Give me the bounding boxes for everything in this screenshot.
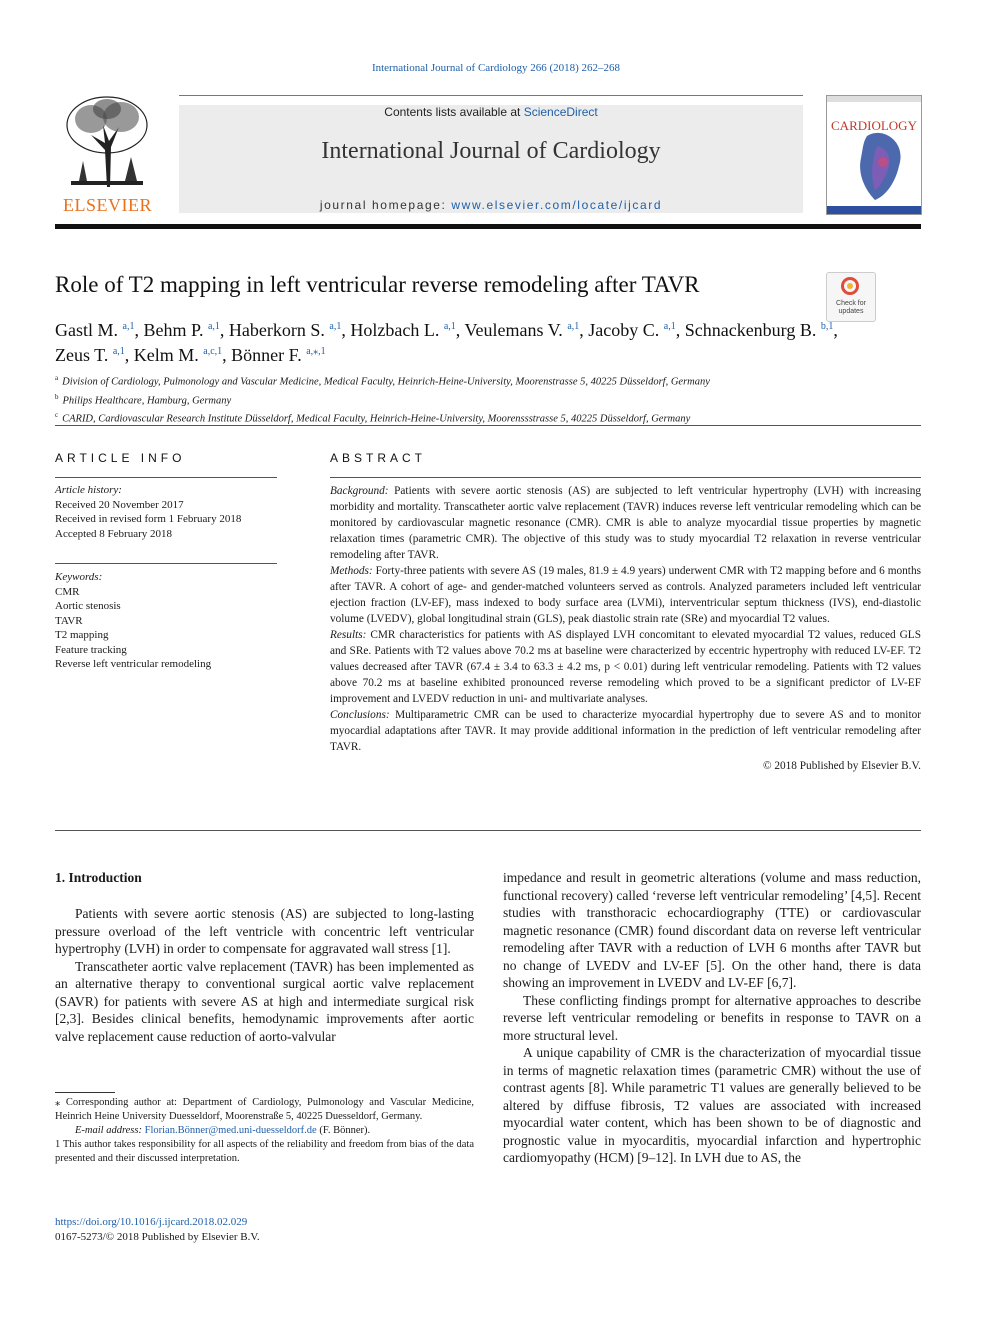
article-info-heading: ARTICLE INFO (55, 451, 186, 465)
affiliation-list (55, 371, 921, 427)
body-paragraph: Patients with severe aortic stenosis (AS) are subjected to long-lasting pressure overload of the left ventricle with concentric left ventricular hypertrophy (LVH) in order to compensate for aggravated wall stress [1]. (55, 906, 474, 956)
author-list (55, 316, 921, 366)
corresponding-author-note: ⁎ Corresponding author at: Department of Cardiology, Pulmonology and Vascular Medicine, Heinrich Heine University Duesseldorf, Moorenstraße 5, 40225 Duesseldorf, Germany. (55, 1097, 474, 1122)
elsevier-tree-icon (61, 95, 153, 191)
author-affiliation-marker[interactable]: b,1 (820, 321, 834, 332)
conclusions-text: Multiparametric CMR can be used to characterize myocardial hypertrophy due to severe AS and to monitor myocardial adaptations after TAVR. It may provide additional information in the prediction of left ventricular remodeling after TAVR. (330, 709, 921, 753)
keyword-item: TAVR (55, 614, 83, 627)
methods-label: Methods: (330, 565, 373, 577)
abstract-heading: ABSTRACT (330, 451, 427, 465)
issn-line: 0167-5273/© 2018 Published by Elsevier B.V. (55, 1231, 260, 1243)
email-suffix: (F. Bönner). (316, 1125, 371, 1136)
affiliation-divider (55, 425, 921, 426)
affiliation-key: c (55, 411, 59, 419)
contents-prefix: Contents lists available at (384, 105, 524, 119)
affiliation-text: Philips Healthcare, Hamburg, Germany (62, 395, 232, 406)
body-paragraph: A unique capability of CMR is the characterization of myocardial tissue in terms of magnetic relaxation times (parametric CMR) without the use of contrast agents [8]. While parametric T1 values are generally believed to be altered by diffuse fibrosis, T2 values are associated with increased myocardial water content, which has been shown to be of diagnostic and prognostic value in myocarditis, myocardial infarction and hypertrophic cardiomyopathy (HCM) [9–12]. In LVH due to AS, the (503, 1045, 921, 1165)
elsevier-logo (55, 95, 160, 215)
author-name[interactable]: Zeus T. (55, 345, 109, 365)
author-affiliation-marker[interactable]: a,1 (443, 321, 456, 332)
affiliation-item (55, 371, 921, 390)
author-separator: , (341, 320, 351, 340)
author-separator: , (219, 320, 229, 340)
author-name[interactable]: Kelm M. (133, 345, 199, 365)
author-affiliation-marker[interactable]: a,1 (663, 321, 676, 332)
author-affiliation-marker[interactable]: a,1 (329, 321, 342, 332)
elsevier-wordmark: ELSEVIER (63, 195, 152, 215)
journal-citation[interactable]: International Journal of Cardiology 266 (2018) 262–268 (371, 62, 621, 74)
keywords-rule (55, 563, 277, 564)
affiliation-text: Division of Cardiology, Pulmonology and Vascular Medicine, Medical Faculty, Heinrich-Heine-University, Moorenstrasse 5, 40225 Düsseldorf, Germany (62, 376, 710, 388)
author-name[interactable]: Haberkorn S. (228, 320, 325, 340)
affiliation-key: a (55, 374, 59, 382)
footnote-rule (55, 1092, 115, 1093)
history-received: Received 20 November 2017 (55, 498, 184, 511)
keyword-list (55, 570, 277, 672)
history-label: Article history: (55, 484, 122, 496)
abstract-rule (330, 477, 921, 478)
body-paragraph: Transcatheter aortic valve replacement (TAVR) has been implemented as an alternative therapy to conventional surgical aortic valve replacement (SAVR) for patients with severe AS at high and intermediate surgical risk [2,3]. Besides clinical benefits, hemodynamic improvements after aortic valve replacement cause reduction of aorto-valvular (55, 958, 474, 1044)
author-name[interactable]: Holzbach L. (350, 320, 440, 340)
abstract-results (330, 627, 921, 707)
affiliation-text: CARID, Cardiovascular Research Institute Düsseldorf, Medical Faculty, Heinrich-Heine-University, Moorenssstrasse 5, 40225 Düsseldorf, Germany (62, 413, 691, 425)
results-label: Results: (330, 629, 367, 641)
history-accepted: Accepted 8 February 2018 (55, 527, 172, 540)
article-info-rule (55, 477, 277, 478)
journal-homepage (179, 198, 803, 212)
abstract-methods (330, 563, 921, 627)
body-column-left (55, 905, 474, 1045)
cover-heart-art-icon (827, 96, 921, 214)
check-updates-icon (841, 277, 859, 295)
author-separator: , (675, 320, 685, 340)
abstract-copyright: © 2018 Published by Elsevier B.V. (762, 760, 921, 772)
email-link[interactable]: Florian.Bönner@med.uni-duesseldorf.de (144, 1125, 317, 1136)
email-note (55, 1124, 474, 1138)
conclusions-label: Conclusions: (330, 709, 390, 721)
doi-block (55, 1215, 260, 1245)
author-affiliation-marker[interactable]: a,1 (122, 321, 135, 332)
keyword-item: Reverse left ventricular remodeling (55, 658, 212, 670)
affiliation-item (55, 408, 921, 427)
affiliation-key: b (55, 392, 59, 401)
abstract-bottom-divider (55, 830, 921, 831)
homepage-prefix: journal homepage: (319, 198, 452, 212)
author-name[interactable]: Veulemans V. (464, 320, 563, 340)
journal-cover-image[interactable] (826, 95, 922, 215)
author-separator: , (134, 320, 144, 340)
author-name[interactable]: Jacoby C. (588, 320, 660, 340)
abstract-background (330, 483, 921, 563)
author-name[interactable]: Gastl M. (55, 320, 118, 340)
author-affiliation-marker[interactable]: a,⁎,1 (306, 346, 326, 357)
header-top-rule (179, 95, 803, 96)
body-paragraph: impedance and result in geometric alterations (volume and mass reduction, functional recovery) called ‘reverse left ventricular remodeling’ [4,5]. Recent studies with transthoracic echocardiography (TTE) or cardiovascular magnetic resonance (CMR) found discordant data on reverse left ventricular remodeling after TAVR with a reduction of LVH 6 months after TAVR but no change of LVEDV and LV-EF [5]. On the other hand, there is data showing an improvement in LVEDV and LV-EF [6,7]. (503, 870, 921, 990)
author-name[interactable]: Schnackenburg B. (684, 320, 817, 340)
keyword-item: Aortic stenosis (55, 600, 121, 612)
journal-title: International Journal of Cardiology (321, 138, 661, 164)
footnotes (55, 1096, 474, 1166)
history-revised: Received in revised form 1 February 2018 (55, 513, 242, 525)
cover-title: CARDIOLOGY (831, 118, 917, 133)
check-for-updates-button[interactable] (826, 272, 876, 322)
body-paragraph: These conflicting findings prompt for alternative approaches to describe reverse left ventricular remodeling or benefits in response to TAVR on a more structural level. (503, 992, 921, 1043)
author-affiliation-marker[interactable]: a,1 (207, 321, 220, 332)
background-text: Patients with severe aortic stenosis (AS) are subjected to left ventricular hypertrophy (LVH) with increasing morbidity and mortality. Transcatheter aortic valve replacement (TAVR) induces reverse left ventricular remodeling which can be monitored by cardiovascular magnetic resonance (CMR). CMR is able to analyze myocardial tissue properties by magnetic relaxation times (parametric CMR). The objective of this study was to study myocardial T2 relaxation in reverse ventricular remodeling after TAVR. (330, 485, 921, 561)
email-label: E-mail address: (75, 1125, 145, 1136)
header-divider-bar (55, 224, 921, 229)
author-separator: , (455, 320, 465, 340)
sciencedirect-link[interactable]: ScienceDirect (523, 105, 598, 119)
keyword-item: CMR (55, 585, 80, 598)
abstract-body (330, 483, 921, 774)
author-separator: , (579, 320, 589, 340)
author-separator: , (124, 345, 134, 365)
section-heading-introduction: 1. Introduction (55, 870, 142, 885)
contents-availability (179, 105, 803, 119)
author-separator: , (833, 320, 838, 340)
article-history (55, 483, 277, 541)
doi-link[interactable]: https://doi.org/10.1016/j.ijcard.2018.02.029 (55, 1216, 248, 1228)
background-label: Background: (330, 485, 389, 497)
keyword-item: T2 mapping (55, 629, 109, 641)
methods-text: Forty-three patients with severe AS (19 males, 81.9 ± 4.9 years) underwent CMR with T2 mapping before and 6 months after TAVR. A cohort of age- and gender-matched volunteers served as controls. Analyzed parameters included left ventricular ejection fraction (LV-EF), mass indexed to body surface area (LVMi), interventricular septum thickness (IVS), end-diastolic volume (LVEDV), global longitudinal strain (GLS), peak diastolic strain rate (SRe) and myocardial T2 values. (330, 565, 921, 625)
author-affiliation-marker[interactable]: a,1 (567, 321, 580, 332)
abstract-conclusions (330, 707, 921, 755)
affiliation-item (55, 390, 921, 409)
author-separator: , (222, 345, 232, 365)
body-column-right (503, 869, 921, 1167)
keyword-item: Feature tracking (55, 643, 127, 656)
author-responsibility-note: 1 This author takes responsibility for all aspects of the reliability and freedom from bias of the data presented and their discussed interpretation. (55, 1139, 474, 1164)
keywords-label: Keywords: (55, 571, 103, 583)
homepage-link[interactable]: www.elsevier.com/locate/ijcard (451, 198, 663, 212)
article-title: Role of T2 mapping in left ventricular reverse remodeling after TAVR (55, 272, 700, 297)
results-text: CMR characteristics for patients with AS displayed LVH concomitant to elevated myocardial T2 values, reduced GLS and SRe. Patients with T2 values above 70.2 ms at baseline were characterized by eccentric hypertrophy with reduced LV-EF. T2 values decreased after TAVR (67.4 ± 3.4 to 63.3 ± 4.2 ms, p < 0.01) during left ventricular remodeling. Patients with T2 values above 70.2 ms at baseline exhibited pronounced reverse remodeling which proved to be a significant predictor of LV-EF improvement and LVEDV reduction in uni- and multivariate analyses. (330, 629, 921, 705)
check-updates-label: Check for updates (836, 300, 866, 315)
author-name[interactable]: Behm P. (143, 320, 204, 340)
author-affiliation-marker[interactable]: a,c,1 (203, 346, 223, 357)
author-affiliation-marker[interactable]: a,1 (112, 346, 125, 357)
author-name[interactable]: Bönner F. (231, 345, 302, 365)
